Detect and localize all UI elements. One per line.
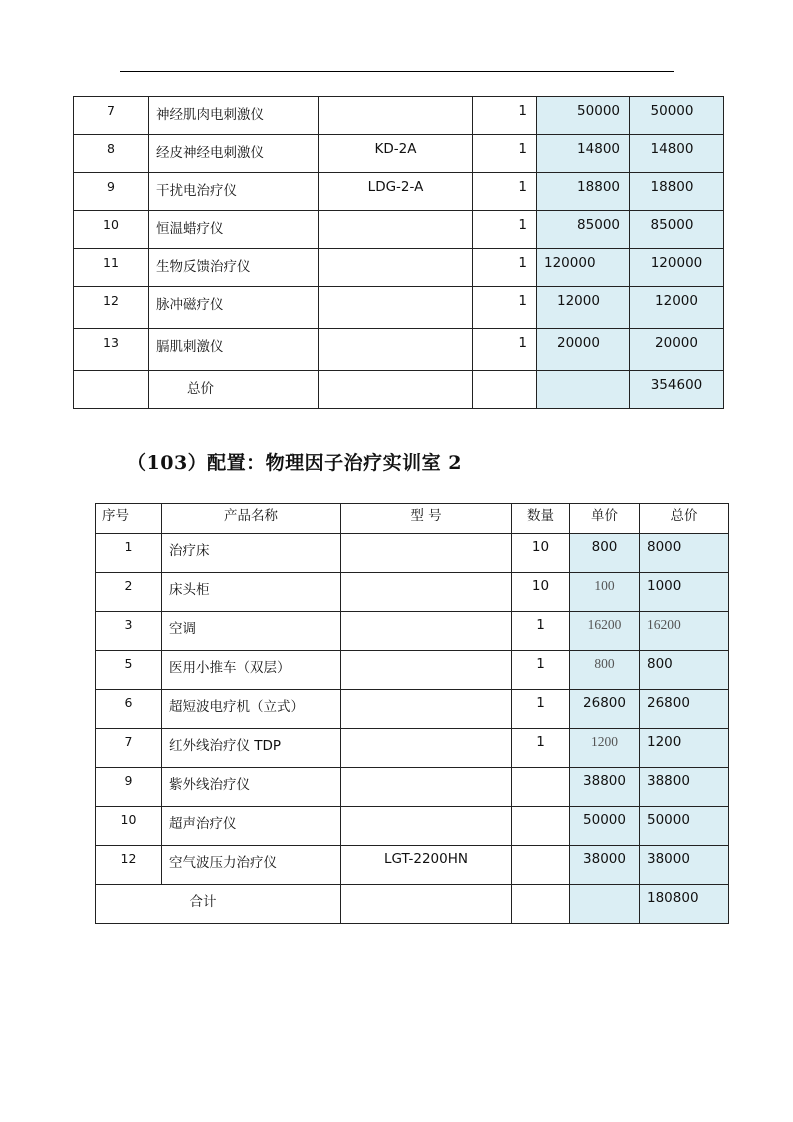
table-row — [74, 329, 724, 371]
row-number: 10 — [96, 807, 162, 846]
table-header-row — [96, 504, 729, 534]
row-number: 13 — [74, 329, 149, 371]
empty-cell — [570, 885, 640, 924]
total-price: 38000 — [640, 846, 729, 885]
model — [319, 249, 473, 287]
total-price: 16200 — [640, 612, 729, 651]
model: KD-2A — [319, 135, 473, 173]
unit-price: 50000 — [570, 807, 640, 846]
quantity: 1 — [473, 329, 537, 371]
total-price: 8000 — [640, 534, 729, 573]
table-row — [96, 573, 729, 612]
row-number: 3 — [96, 612, 162, 651]
total-price: 120000 — [630, 249, 724, 287]
model — [341, 651, 512, 690]
total-price: 38800 — [640, 768, 729, 807]
product-name: 超短波电疗机（立式） — [162, 690, 341, 729]
product-name: 膈肌刺激仪 — [149, 329, 319, 371]
model — [341, 690, 512, 729]
quantity — [512, 807, 570, 846]
unit-price: 85000 — [537, 211, 630, 249]
quantity: 1 — [473, 249, 537, 287]
row-number: 12 — [74, 287, 149, 329]
quantity: 1 — [473, 135, 537, 173]
table-row — [74, 97, 724, 135]
total-price: 50000 — [630, 97, 724, 135]
table-row — [96, 651, 729, 690]
product-name: 空调 — [162, 612, 341, 651]
total-price: 12000 — [630, 287, 724, 329]
quantity: 1 — [473, 173, 537, 211]
table-row — [96, 846, 729, 885]
quantity: 10 — [512, 534, 570, 573]
table-total-row — [74, 371, 724, 409]
product-name: 脉冲磁疗仪 — [149, 287, 319, 329]
quantity: 1 — [512, 729, 570, 768]
total-price: 26800 — [640, 690, 729, 729]
product-name: 医用小推车（双层） — [162, 651, 341, 690]
header-quantity: 数量 — [512, 504, 570, 534]
row-number: 7 — [74, 97, 149, 135]
model — [341, 534, 512, 573]
product-name: 超声治疗仪 — [162, 807, 341, 846]
table-row — [96, 768, 729, 807]
model — [341, 768, 512, 807]
model: LDG-2-A — [319, 173, 473, 211]
empty-cell — [74, 371, 149, 409]
section-title: （103）配置：物理因子治疗实训室 2 — [127, 452, 462, 474]
header-total-price: 总价 — [640, 504, 729, 534]
quantity: 10 — [512, 573, 570, 612]
table-row — [96, 729, 729, 768]
quantity: 1 — [512, 612, 570, 651]
unit-price: 50000 — [537, 97, 630, 135]
total-price: 18800 — [630, 173, 724, 211]
product-name: 空气波压力治疗仪 — [162, 846, 341, 885]
empty-cell — [512, 885, 570, 924]
row-number: 1 — [96, 534, 162, 573]
row-number: 8 — [74, 135, 149, 173]
unit-price: 20000 — [537, 329, 630, 371]
table-row — [74, 211, 724, 249]
total-price: 14800 — [630, 135, 724, 173]
header-no: 序号 — [96, 504, 162, 534]
quantity: 1 — [512, 651, 570, 690]
model — [319, 287, 473, 329]
table-row — [96, 612, 729, 651]
unit-price: 120000 — [537, 249, 630, 287]
row-number: 7 — [96, 729, 162, 768]
table-total-row — [96, 885, 729, 924]
unit-price: 14800 — [537, 135, 630, 173]
quantity: 1 — [473, 211, 537, 249]
model — [319, 97, 473, 135]
row-number: 11 — [74, 249, 149, 287]
equipment-table-2 — [95, 503, 729, 924]
quantity: 1 — [473, 97, 537, 135]
unit-price: 26800 — [570, 690, 640, 729]
model — [319, 211, 473, 249]
quantity — [512, 846, 570, 885]
total-price: 85000 — [630, 211, 724, 249]
table-row — [96, 690, 729, 729]
quantity: 1 — [512, 690, 570, 729]
model — [341, 573, 512, 612]
model — [341, 807, 512, 846]
row-number: 12 — [96, 846, 162, 885]
model: LGT-2200HN — [341, 846, 512, 885]
unit-price: 12000 — [537, 287, 630, 329]
product-name: 紫外线治疗仪 — [162, 768, 341, 807]
total-price: 20000 — [630, 329, 724, 371]
unit-price: 38000 — [570, 846, 640, 885]
unit-price: 1200 — [570, 729, 640, 768]
unit-price: 38800 — [570, 768, 640, 807]
quantity: 1 — [473, 287, 537, 329]
total-price: 800 — [640, 651, 729, 690]
row-number: 6 — [96, 690, 162, 729]
empty-cell — [473, 371, 537, 409]
unit-price: 100 — [570, 573, 640, 612]
unit-price: 16200 — [570, 612, 640, 651]
unit-price: 800 — [570, 534, 640, 573]
total-price: 1200 — [640, 729, 729, 768]
header-product-name: 产品名称 — [162, 504, 341, 534]
empty-cell — [319, 371, 473, 409]
row-number: 2 — [96, 573, 162, 612]
product-name: 神经肌肉电刺激仪 — [149, 97, 319, 135]
model — [341, 612, 512, 651]
unit-price: 18800 — [537, 173, 630, 211]
header-unit-price: 单价 — [570, 504, 640, 534]
product-name: 红外线治疗仪 TDP — [162, 729, 341, 768]
empty-cell — [537, 371, 630, 409]
grand-total: 180800 — [640, 885, 729, 924]
product-name: 治疗床 — [162, 534, 341, 573]
model — [341, 729, 512, 768]
product-name: 生物反馈治疗仪 — [149, 249, 319, 287]
empty-cell — [341, 885, 512, 924]
table-row — [96, 534, 729, 573]
quantity — [512, 768, 570, 807]
total-price: 50000 — [640, 807, 729, 846]
table-row — [74, 287, 724, 329]
equipment-table-1 — [73, 96, 724, 409]
unit-price: 800 — [570, 651, 640, 690]
row-number: 9 — [74, 173, 149, 211]
row-number: 5 — [96, 651, 162, 690]
table-row — [96, 807, 729, 846]
header-model: 型 号 — [341, 504, 512, 534]
table-row — [74, 173, 724, 211]
product-name: 经皮神经电刺激仪 — [149, 135, 319, 173]
total-label: 总价 — [149, 371, 319, 409]
total-price: 1000 — [640, 573, 729, 612]
table-row — [74, 135, 724, 173]
table-row — [74, 249, 724, 287]
product-name: 干扰电治疗仪 — [149, 173, 319, 211]
model — [319, 329, 473, 371]
product-name: 恒温蜡疗仪 — [149, 211, 319, 249]
row-number: 9 — [96, 768, 162, 807]
product-name: 床头柜 — [162, 573, 341, 612]
total-label: 合计 — [96, 885, 341, 924]
header-rule — [120, 71, 674, 72]
grand-total: 354600 — [630, 371, 724, 409]
row-number: 10 — [74, 211, 149, 249]
